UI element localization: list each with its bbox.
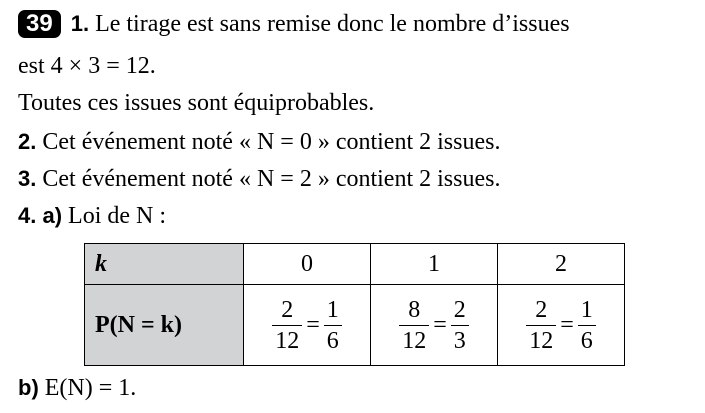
denominator: 6: [326, 327, 339, 354]
exercise-heading-line: [18, 10, 570, 38]
fraction: [578, 295, 596, 356]
k-header-cell: [85, 244, 244, 285]
text-line-2: [18, 52, 156, 80]
numerator: 1: [324, 295, 342, 326]
denominator: 3: [453, 327, 466, 354]
item-label-4b: b): [18, 375, 39, 400]
k-value-cell: 2: [498, 244, 625, 285]
item-label-2: 2.: [18, 129, 37, 154]
text-line-final: [18, 374, 136, 402]
denominator: 12: [529, 327, 554, 354]
equals-sign: =: [433, 311, 447, 338]
k-value-cell: 0: [244, 244, 371, 285]
equals-sign: =: [560, 311, 574, 338]
fraction: [526, 295, 556, 356]
numerator: 8: [399, 295, 429, 326]
probability-header-cell: [85, 285, 244, 366]
k-header-label: k: [95, 250, 107, 277]
item-label-4a: 4. a): [18, 203, 63, 228]
probability-law-table: [84, 243, 625, 366]
item-label-3: 3.: [18, 166, 37, 191]
exercise-number-badge: 39: [18, 10, 61, 38]
numerator: 2: [272, 295, 302, 326]
item-text-1: Le tirage est sans remise donc le nombre d’issues: [89, 11, 570, 37]
numerator: 1: [578, 295, 596, 326]
table-row-probability: [85, 285, 625, 366]
item-label-1: 1.: [70, 11, 90, 36]
probability-cell: [244, 285, 371, 366]
probability-cell: [371, 285, 498, 366]
denominator: 6: [580, 327, 593, 354]
probability-header-label: P(N = k): [95, 311, 182, 338]
expectation-text: E(N) = 1.: [38, 375, 137, 401]
fraction: [451, 295, 469, 356]
text-line-6: [18, 202, 166, 230]
item-text-1-continued: est 4 × 3 = 12.: [18, 53, 156, 79]
denominator: 12: [275, 327, 300, 354]
k-value-cell: 1: [371, 244, 498, 285]
denominator: 12: [402, 327, 427, 354]
item-text-3: Cet événement noté « N = 2 » contient 2 issues.: [36, 166, 501, 192]
text-line-4: [18, 128, 500, 156]
fraction: [272, 295, 302, 356]
text-line-5: [18, 165, 500, 193]
numerator: 2: [526, 295, 556, 326]
equals-sign: =: [306, 311, 320, 338]
text-line-3: [18, 89, 374, 117]
probability-cell: [498, 285, 625, 366]
fraction: [324, 295, 342, 356]
fraction: [399, 295, 429, 356]
item-text-4a: Loi de N :: [62, 203, 167, 229]
equiprobable-text: Toutes ces issues sont équiprobables.: [18, 90, 375, 116]
table-row-k: [85, 244, 625, 285]
numerator: 2: [451, 295, 469, 326]
item-text-2: Cet événement noté « N = 0 » contient 2 issues.: [36, 129, 501, 155]
